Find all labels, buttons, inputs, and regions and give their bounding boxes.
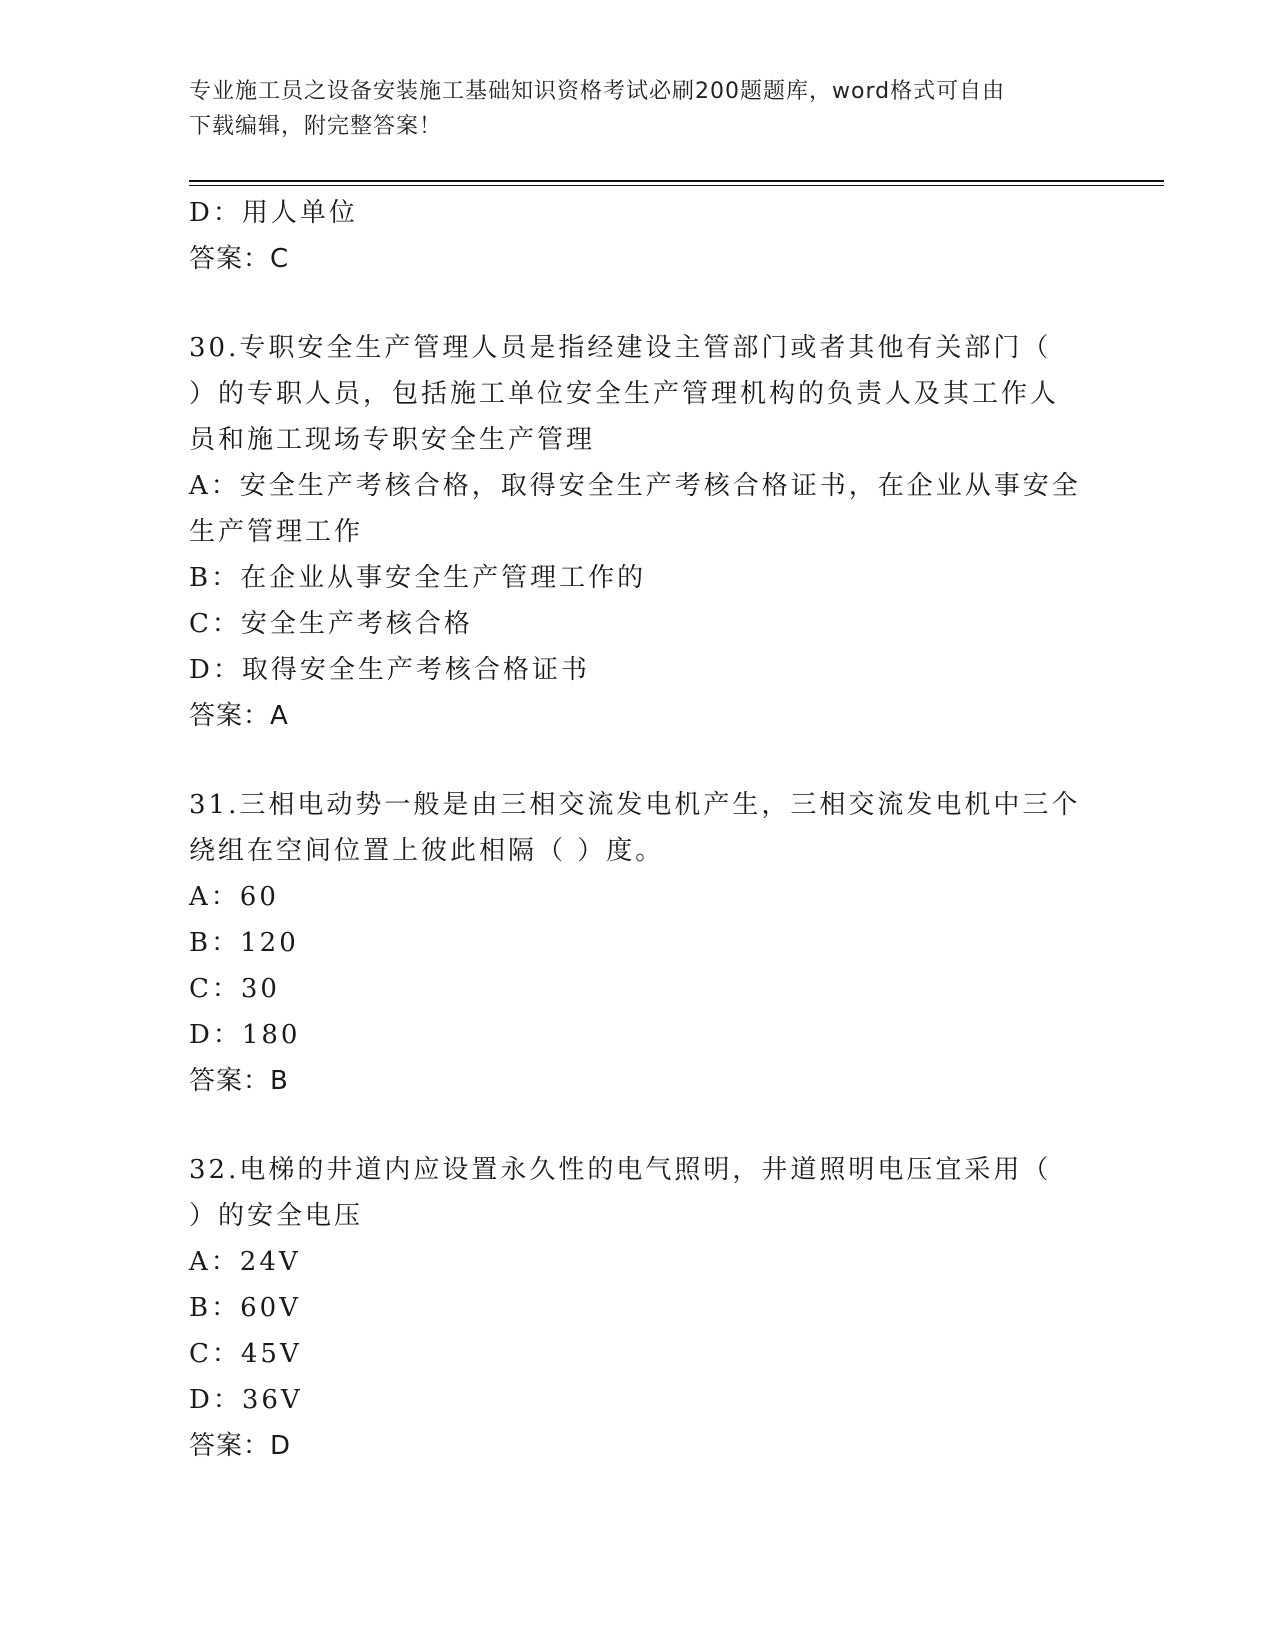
option-b: B：60V <box>189 1293 301 1323</box>
header-divider-thin <box>189 185 1164 186</box>
question-text-line: ）的专职人员，包括施工单位安全生产管理机构的负责人及其工作人 <box>189 379 1060 409</box>
spacer <box>189 1104 1089 1147</box>
answer: 答案：A <box>189 701 289 731</box>
question-31 <box>189 782 1089 1104</box>
question-30 <box>189 325 1089 739</box>
question-text-line: 绕组在空间位置上彼此相隔（ ）度。 <box>189 836 665 866</box>
header-line-2: 下载编辑，附完整答案！ <box>189 114 443 139</box>
prev-option-d: D：用人单位 <box>189 198 358 228</box>
option-a-line-1: A：安全生产考核合格，取得安全生产考核合格证书，在企业从事安全 <box>189 471 1081 501</box>
option-d: D：180 <box>189 1020 301 1050</box>
document-body <box>189 190 1089 1469</box>
option-a: A：24V <box>189 1247 301 1277</box>
header-line-1: 专业施工员之设备安装施工基础知识资格考试必刷200题题库，word格式可自由 <box>189 79 1006 104</box>
option-d: D：36V <box>189 1385 303 1415</box>
spacer <box>189 739 1089 782</box>
question-32 <box>189 1147 1089 1469</box>
question-text-line: 员和施工现场专职安全生产管理 <box>189 425 596 455</box>
option-c: C：安全生产考核合格 <box>189 609 473 639</box>
answer: 答案：B <box>189 1066 289 1096</box>
option-a: A：60 <box>189 882 279 912</box>
question-text-line: 31.三相电动势一般是由三相交流发电机产生，三相交流发电机中三个 <box>189 790 1081 820</box>
option-c: C：30 <box>189 974 280 1004</box>
prev-answer: 答案：C <box>189 244 290 274</box>
answer: 答案：D <box>189 1431 292 1461</box>
option-c: C：45V <box>189 1339 302 1369</box>
header-divider-thick <box>189 180 1164 182</box>
question-text-line: 30.专职安全生产管理人员是指经建设主管部门或者其他有关部门（ <box>189 333 1052 363</box>
option-b: B：120 <box>189 928 299 958</box>
option-a-line-2: 生产管理工作 <box>189 517 364 547</box>
option-d: D：取得安全生产考核合格证书 <box>189 655 590 685</box>
option-b: B：在企业从事安全生产管理工作的 <box>189 563 647 593</box>
spacer <box>189 282 1089 325</box>
question-text-line: 32.电梯的井道内应设置永久性的电气照明，井道照明电压宜采用（ <box>189 1155 1052 1185</box>
document-header <box>189 74 1079 144</box>
question-text-line: ）的安全电压 <box>189 1201 364 1231</box>
